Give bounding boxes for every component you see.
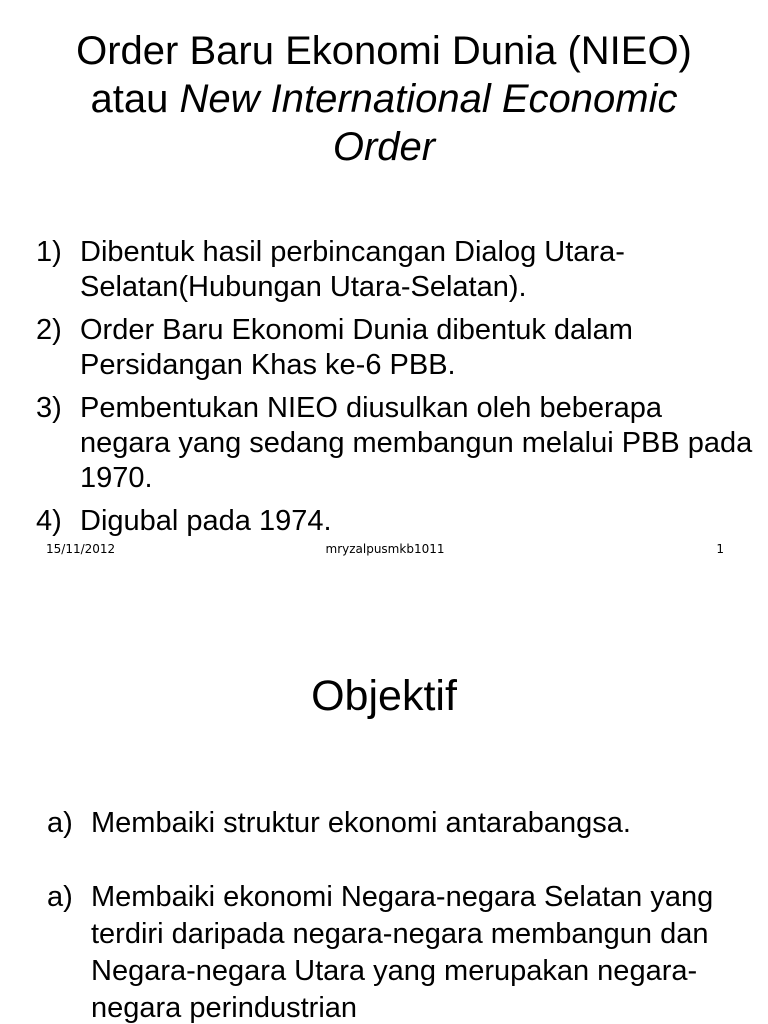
list-marker: 3) bbox=[36, 392, 62, 424]
list-item-text: Digubal pada 1974. bbox=[80, 505, 332, 537]
list-marker: a) bbox=[47, 807, 73, 839]
list-marker: 2) bbox=[36, 314, 62, 346]
list-item bbox=[36, 235, 756, 305]
slide-footer bbox=[46, 541, 724, 557]
lettered-list bbox=[47, 805, 737, 1024]
list-item-text: Dibentuk hasil perbincangan Dialog Utara-Selatan(Hubungan Utara-Selatan). bbox=[80, 236, 625, 303]
title-plain: Order Baru Ekonomi Dunia (NIEO) atau bbox=[76, 29, 692, 121]
list-marker: a) bbox=[47, 881, 73, 913]
footer-date: 15/11/2012 bbox=[46, 542, 116, 556]
list-item-text: Pembentukan NIEO diusulkan oleh beberapa negara yang sedang membangun melalui PBB pada 1970. bbox=[80, 392, 753, 494]
slide-title: Objektif bbox=[311, 672, 457, 720]
page-number: 1 bbox=[716, 542, 724, 556]
list-item bbox=[36, 391, 756, 496]
numbered-list bbox=[36, 235, 756, 547]
slide-2 bbox=[0, 566, 768, 1024]
list-item-text: Order Baru Ekonomi Dunia dibentuk dalam Persidangan Khas ke-6 PBB. bbox=[80, 314, 633, 381]
list-marker: 4) bbox=[36, 505, 62, 537]
list-item bbox=[36, 504, 756, 539]
title-italic: New International Economic Order bbox=[179, 77, 678, 169]
list-item bbox=[47, 805, 737, 842]
slide-title bbox=[40, 27, 728, 171]
footer-author: mryzalpusmkb1011 bbox=[325, 542, 445, 556]
list-item-text: Membaiki struktur ekonomi antarabangsa. bbox=[91, 807, 631, 839]
list-item bbox=[47, 879, 737, 1024]
list-marker: 1) bbox=[36, 236, 62, 268]
list-item bbox=[36, 313, 756, 383]
list-item-text: Membaiki ekonomi Negara-negara Selatan yang terdiri daripada negara-negara membangun dan Negara-negara Utara yang merupakan negara-negara perindustrian bbox=[91, 881, 714, 1024]
